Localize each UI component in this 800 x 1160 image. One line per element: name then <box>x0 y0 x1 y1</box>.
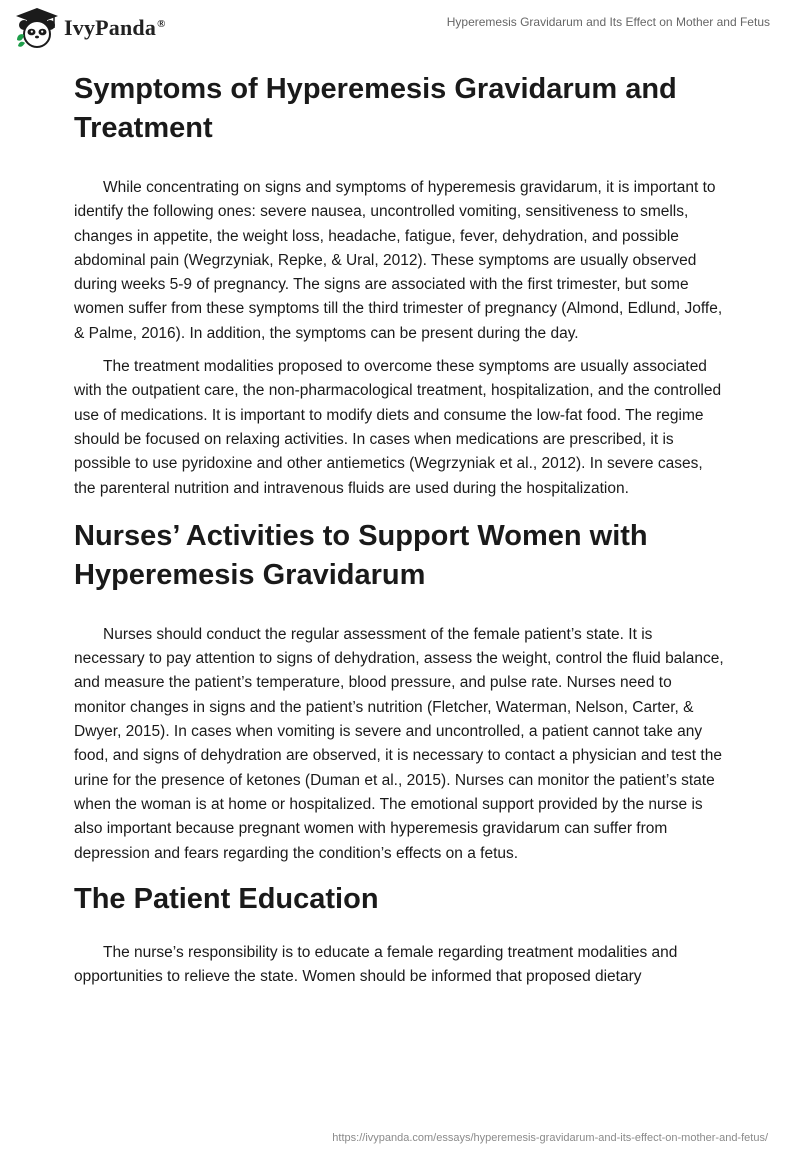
brand-name: IvyPanda® <box>64 15 166 40</box>
section-heading: The Patient Education <box>74 882 379 915</box>
page-header <box>0 0 800 60</box>
section-heading: Nurses’ Activities to Support Women with Hyperemesis Gravidarum <box>74 519 648 591</box>
section-symptoms <box>74 70 726 501</box>
paragraph: Nurses should conduct the regular assessment of the female patient’s state. It is necessary to pay attention to signs of dehydration, assess the weight, control the fluid balance, and measure the patient’s temperature, blood pressure, and pulse rate. Nurses need to monitor changes in signs and the patient’s nutrition (Fletcher, Waterman, Nelson, Carter, & Dwyer, 2015). In cases when vomiting is severe and uncontrolled, a patient cannot take any food, and signs of dehydration are observed, it is necessary to contact a physician and test the urine for the presence of ketones (Duman et al., 2015). Nurses can monitor the patient’s state when the woman is at home or hospitalized. The emotional support provided by the nurse is also important because pregnant women with hyperemesis gravidarum can suffer from depression and fears regarding the condition’s effects on a fetus. <box>74 625 724 862</box>
brand-logo[interactable] <box>14 6 166 50</box>
paragraph: The nurse’s responsibility is to educate a female regarding treatment modalities and opportunities to relieve the state. Women should be informed that proposed dietary <box>74 943 678 986</box>
section-patient-education <box>74 880 726 990</box>
panda-graduate-icon <box>14 6 60 50</box>
section-heading: Symptoms of Hyperemesis Gravidarum and Treatment <box>74 73 677 144</box>
section-nurses-activities <box>74 517 726 866</box>
article-body <box>74 70 726 998</box>
running-header-title: Hyperemesis Gravidarum and Its Effect on Mother and Fetus <box>446 15 770 29</box>
paragraph: While concentrating on signs and symptoms of hyperemesis gravidarum, it is important to identify the following ones: severe nausea, uncontrolled vomiting, sensitiveness to smells, changes in appetite, the weight loss, headache, fatigue, fever, dehydration, and possible abdominal pain (Wegrzyniak, Repke, & Ural, 2012). These symptoms are usually observed during weeks 5-9 of pregnancy. The signs are associated with the first trimester, but some women suffer from these symptoms till the third trimester of pregnancy (Almond, Edlund, Joffe, & Palme, 2016). In addition, the symptoms can be present during the day. <box>74 179 723 342</box>
source-url-link[interactable]: https://ivypanda.com/essays/hyperemesis-gravidarum-and-its-effect-on-mother-and-fetus/ <box>332 1132 768 1144</box>
paragraph: The treatment modalities proposed to overcome these symptoms are usually associated with the outpatient care, the non-pharmacological treatment, hospitalization, and the controlled use of medications. It is important to modify diets and consume the low-fat food. The regime should be focused on relaxing activities. In cases when medications are prescribed, it is possible to use pyridoxine and other antiemetics (Wegrzyniak et al., 2012). In severe cases, the parenteral nutrition and intravenous fluids are used during the hospitalization. <box>74 358 722 497</box>
